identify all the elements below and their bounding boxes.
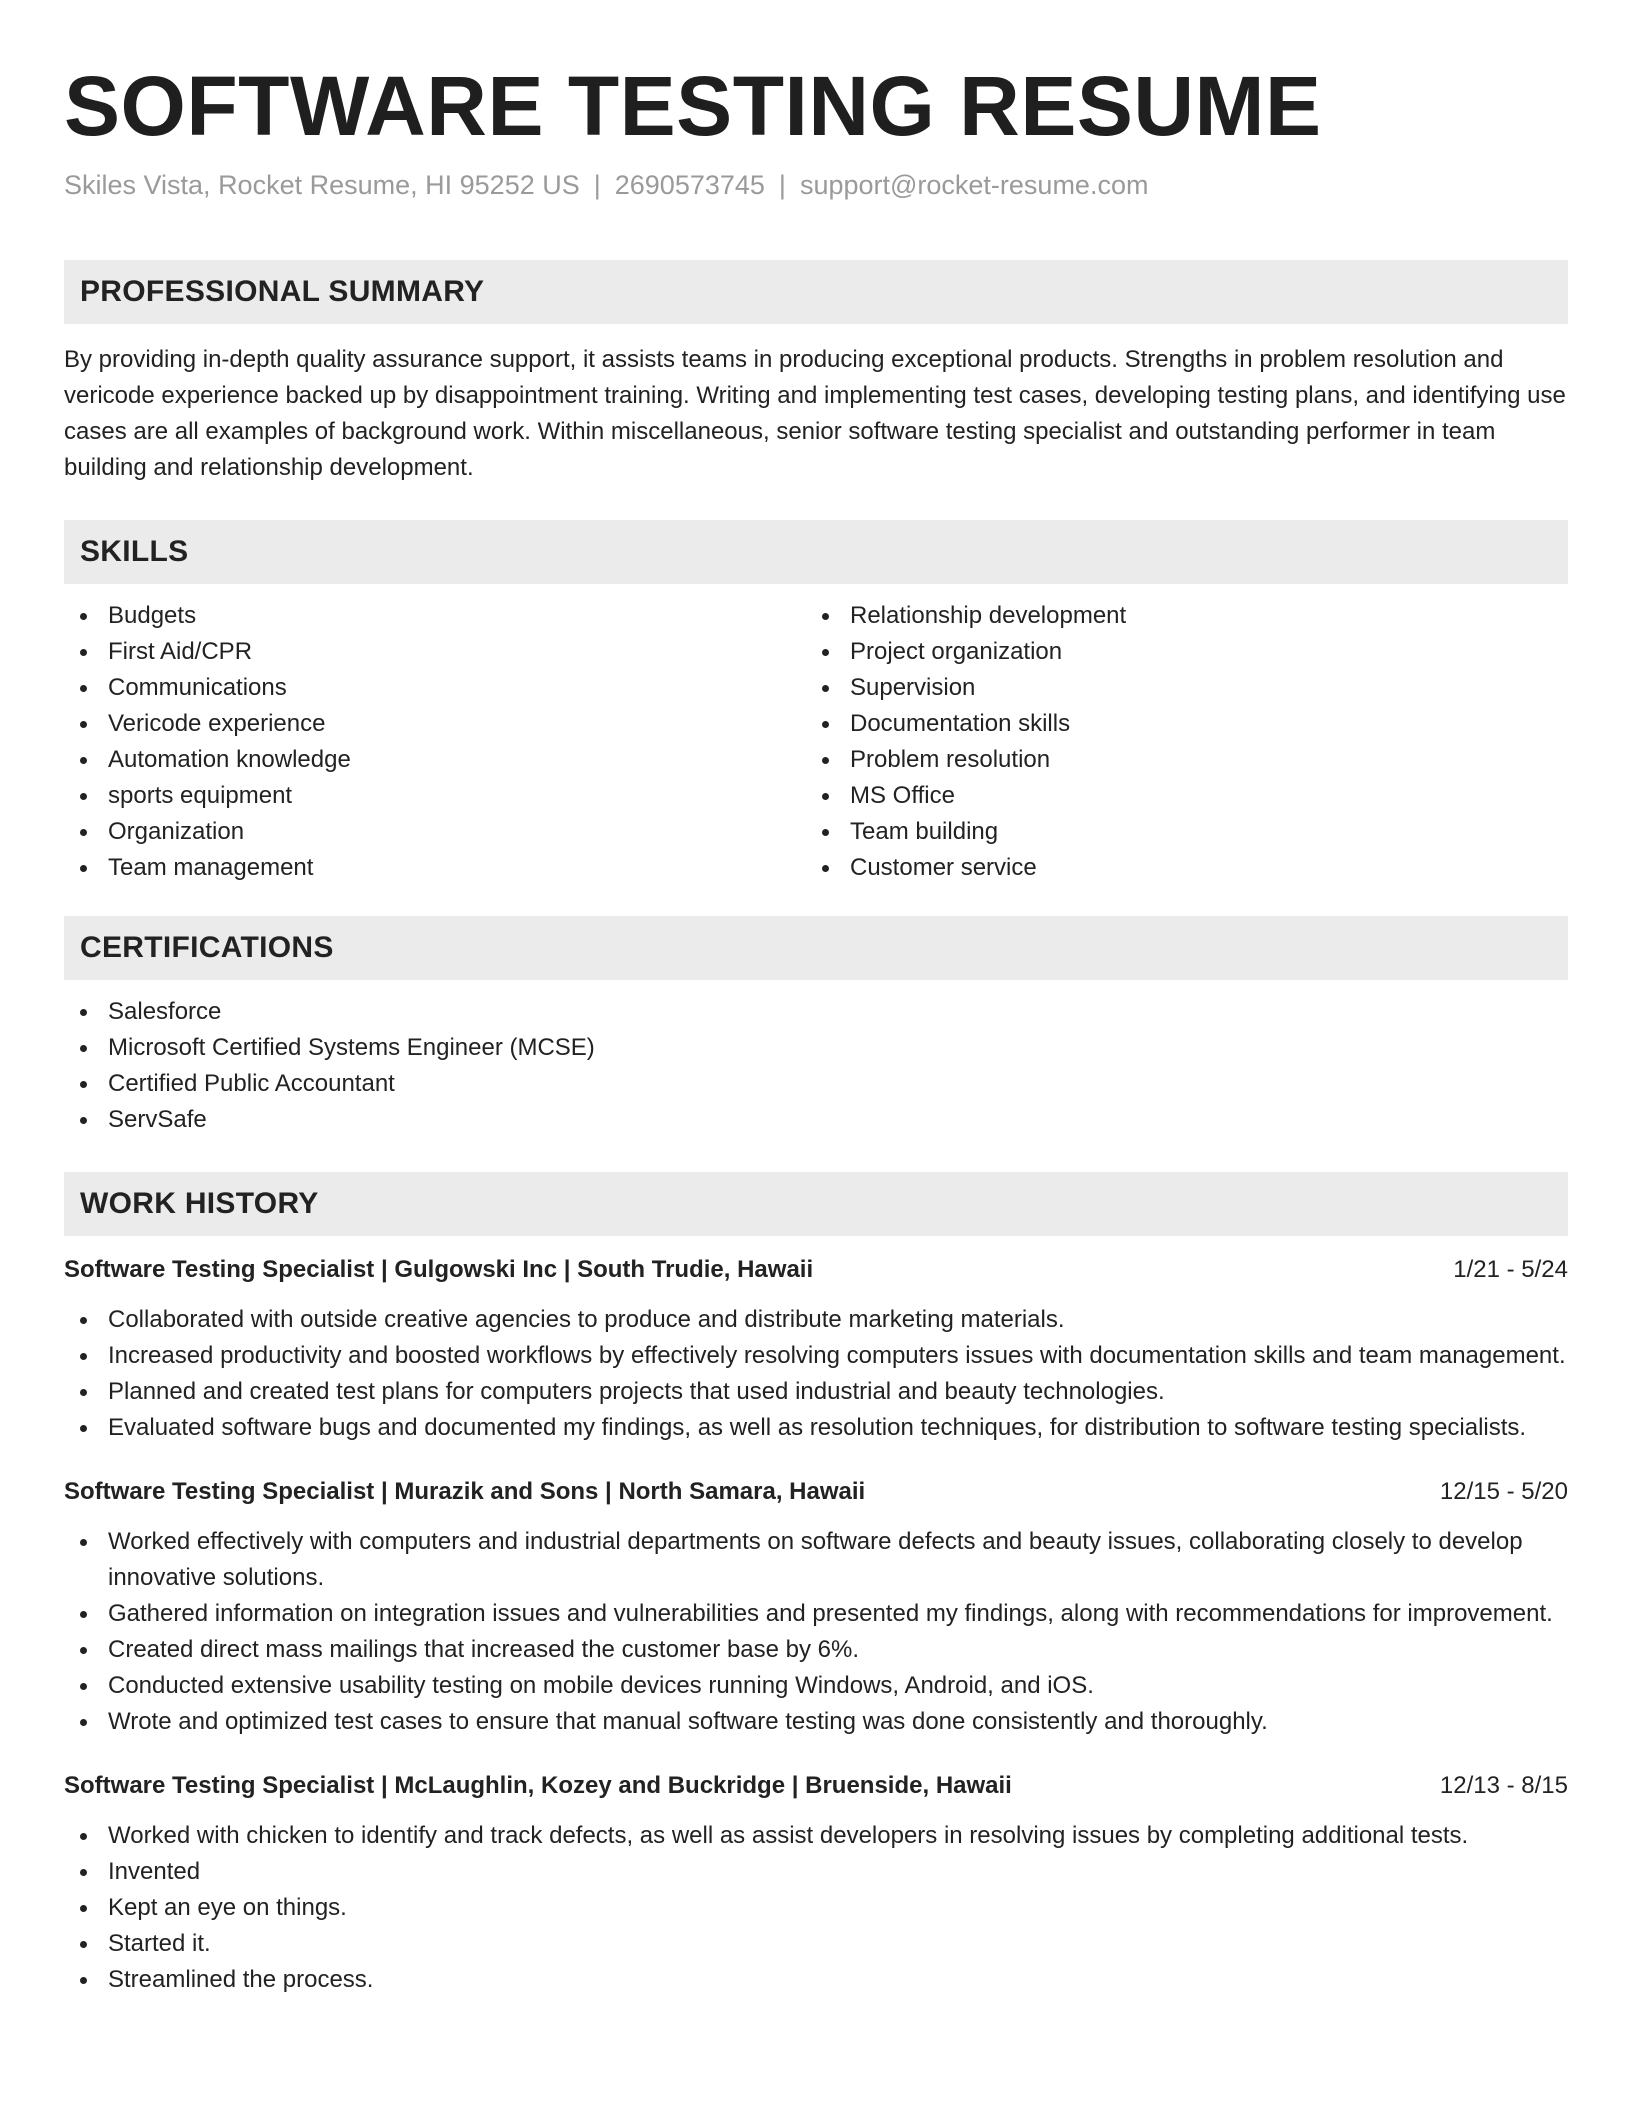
- job-title: Software Testing Specialist | McLaughlin, Kozey and Buckridge | Bruenside, Hawaii: [64, 1772, 1012, 1799]
- job-bullets: [64, 1818, 1568, 1998]
- job-bullet: Gathered information on integration issues and vulnerabilities and presented my findings, along with recommendations for improvement.: [64, 1596, 1568, 1632]
- job-bullet: Started it.: [64, 1926, 1568, 1962]
- skills-heading: SKILLS: [64, 520, 1568, 584]
- contact-line: [64, 168, 1568, 202]
- job-bullet: Evaluated software bugs and documented my findings, as well as resolution techniques, for distribution to software testing specialists.: [64, 1410, 1568, 1446]
- certifications-list: [64, 994, 1568, 1138]
- job-bullet: Worked effectively with computers and industrial departments on software defects and beauty issues, collaborating closely to develop innovative solutions.: [64, 1524, 1568, 1596]
- job-title: Software Testing Specialist | Gulgowski Inc | South Trudie, Hawaii: [64, 1256, 814, 1283]
- contact-separator: |: [778, 170, 786, 200]
- skills-column-right: [806, 598, 1548, 886]
- job-header: [64, 1252, 1568, 1288]
- skills-list: [64, 598, 1568, 886]
- email-link[interactable]: support@rocket-resume.com: [799, 170, 1149, 200]
- certification-item: ServSafe: [64, 1102, 1568, 1138]
- skill-item: Team building: [806, 814, 1548, 850]
- skill-item: Documentation skills: [806, 706, 1548, 742]
- skill-item: Automation knowledge: [64, 742, 806, 778]
- job-dates: 12/13 - 8/15: [1439, 1772, 1568, 1799]
- job-bullet: Created direct mass mailings that increased the customer base by 6%.: [64, 1632, 1568, 1668]
- job-bullet: Wrote and optimized test cases to ensure that manual software testing was done consistently and thoroughly.: [64, 1704, 1568, 1740]
- job-header: [64, 1474, 1568, 1510]
- skill-item: Team management: [64, 850, 806, 886]
- skills-column-left: [64, 598, 806, 886]
- job-bullet: Planned and created test plans for computers projects that used industrial and beauty technologies.: [64, 1374, 1568, 1410]
- job-bullet: Conducted extensive usability testing on mobile devices running Windows, Android, and iOS.: [64, 1668, 1568, 1704]
- job-bullet: Collaborated with outside creative agencies to produce and distribute marketing materials.: [64, 1302, 1568, 1338]
- skill-item: Customer service: [806, 850, 1548, 886]
- skill-item: Vericode experience: [64, 706, 806, 742]
- contact-separator: |: [593, 170, 601, 200]
- address-text: Skiles Vista, Rocket Resume, HI 95252 US: [64, 170, 580, 200]
- skill-item: Project organization: [806, 634, 1548, 670]
- resume-title: SOFTWARE TESTING RESUME: [64, 59, 1322, 153]
- job-bullets: [64, 1302, 1568, 1446]
- job-bullet: Streamlined the process.: [64, 1962, 1568, 1998]
- job-dates: 1/21 - 5/24: [1453, 1256, 1568, 1283]
- skill-item: Organization: [64, 814, 806, 850]
- job-bullets: [64, 1524, 1568, 1740]
- skill-item: Problem resolution: [806, 742, 1548, 778]
- certification-item: Salesforce: [64, 994, 1568, 1030]
- certification-item: Microsoft Certified Systems Engineer (MCSE): [64, 1030, 1568, 1066]
- job-bullet: Kept an eye on things.: [64, 1890, 1568, 1926]
- skill-item: Supervision: [806, 670, 1548, 706]
- phone-text: 2690573745: [614, 170, 765, 200]
- job-bullet: Invented: [64, 1854, 1568, 1890]
- job-bullet: Increased productivity and boosted workflows by effectively resolving computers issues with documentation skills and team management.: [64, 1338, 1568, 1374]
- skill-item: First Aid/CPR: [64, 634, 806, 670]
- job-dates: 12/15 - 5/20: [1439, 1478, 1568, 1505]
- summary-text: By providing in-depth quality assurance support, it assists teams in producing exceptional products. Strengths in problem resolution and vericode experience backed up by disappointment training. Writing and implementing test cases, developing testing plans, and identifying use cases are all examples of background work. Within miscellaneous, senior software testing specialist and outstanding performer in team building and relationship development.: [64, 346, 1566, 481]
- skill-item: Budgets: [64, 598, 806, 634]
- job-header: [64, 1768, 1568, 1804]
- resume-page: [64, 0, 1568, 1998]
- certification-item: Certified Public Accountant: [64, 1066, 1568, 1102]
- skill-item: Communications: [64, 670, 806, 706]
- skill-item: MS Office: [806, 778, 1548, 814]
- summary-heading: PROFESSIONAL SUMMARY: [64, 260, 1568, 324]
- job-title: Software Testing Specialist | Murazik and Sons | North Samara, Hawaii: [64, 1478, 866, 1505]
- job-entry: [64, 1768, 1568, 1998]
- certifications-heading: CERTIFICATIONS: [64, 916, 1568, 980]
- skill-item: Relationship development: [806, 598, 1548, 634]
- job-bullet: Worked with chicken to identify and track defects, as well as assist developers in resolving issues by completing additional tests.: [64, 1818, 1568, 1854]
- work-history-heading: WORK HISTORY: [64, 1172, 1568, 1236]
- skill-item: sports equipment: [64, 778, 806, 814]
- job-entry: [64, 1474, 1568, 1740]
- job-entry: [64, 1252, 1568, 1446]
